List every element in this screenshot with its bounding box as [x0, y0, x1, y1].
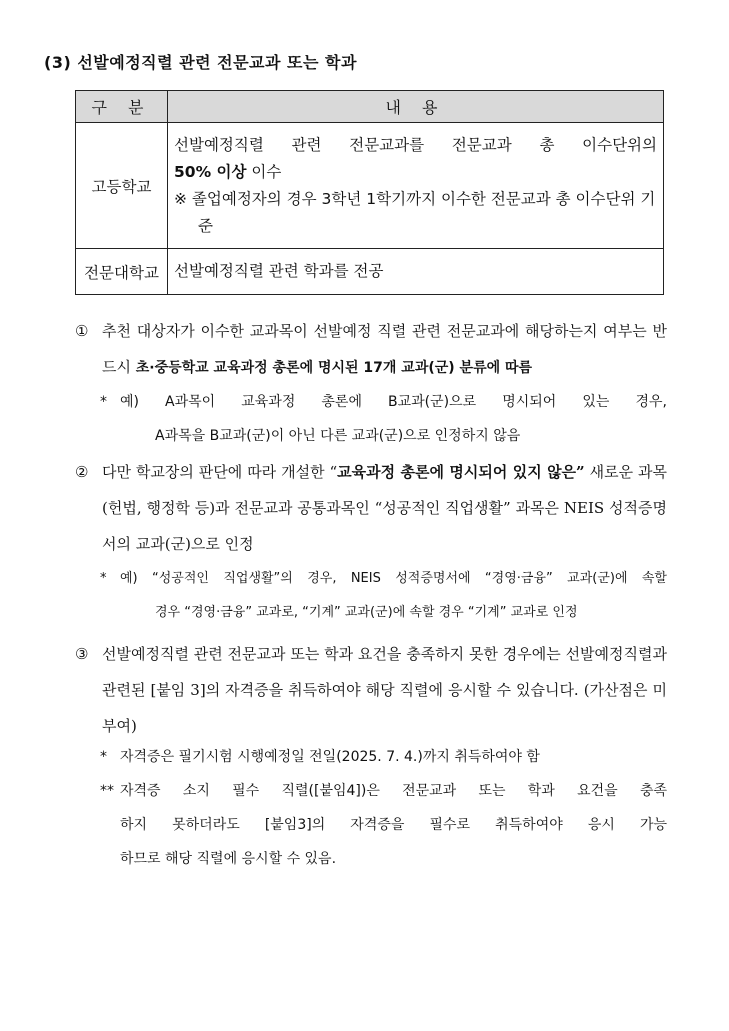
- item-3-note2-line3: 하므로 해당 직렬에 응시할 수 있음.: [120, 851, 337, 867]
- item-3-note-1: [100, 740, 667, 774]
- item-2-text-a: 다만 학교장의 판단에 따라 개설한 “: [102, 463, 338, 481]
- item-2-body: [102, 454, 667, 562]
- item-1-note-line2: A과목을 B교과(군)이 아닌 다른 교과(군)으로 인정하지 않음: [155, 428, 521, 444]
- requirements-table: [75, 90, 664, 295]
- item-1-text-bold: 초·중등학교 교육과정 총론에 명시된 17개 교과(군) 분류에 따름: [135, 360, 533, 376]
- row-content-college: 선발예정직렬 관련 학과를 전공: [168, 249, 664, 295]
- item-3-body: 선발예정직렬 관련 전문교과 또는 학과 요건을 충족하지 못한 경우에는 선발예정직렬과 관련된 [붙임 3]의 자격증을 취득하여야 해당 직렬에 응시할 수 있습니다. (가산점은 미부여): [102, 645, 667, 735]
- item-2-number: ②: [75, 463, 89, 481]
- row-category-college: 전문대학교: [76, 249, 168, 295]
- item-2-note-line2: 경우 “경영·금융” 교과로, “기계” 교과(군)에 속할 경우 “기계” 교과로 인정: [155, 605, 578, 620]
- highschool-line2-rest: 이수: [246, 162, 282, 181]
- table-row: [76, 123, 664, 249]
- item-3-number: ③: [75, 645, 89, 663]
- item-3-note2-line2: 하지 못하더라도 [붙임3]의 자격증을 필수로 취득하여야 응시 가능: [120, 817, 667, 833]
- highschool-note: ※ 졸업예정자의 경우 3학년 1학기까지 이수한 전문교과 총 이수단위 기준: [174, 189, 656, 235]
- list-item-1: [75, 313, 667, 386]
- item-2-text-b: 새로운 과목(헌법, 행정학 등)과 전문교과 공통과목인 “성공적인 직업생활” 과목은 NEIS 성적증명서의 교과(군)으로 인정: [102, 463, 667, 553]
- row-content-highschool: [168, 123, 664, 249]
- item-1-note-mark: *: [100, 394, 107, 410]
- table-header-category: 구 분: [76, 91, 168, 123]
- highschool-percent: 50% 이상: [174, 162, 247, 181]
- list-item-2: [75, 454, 667, 562]
- item-3-note2-line1: 자격증 소지 필수 직렬([붙임4])은 전문교과 또는 학과 요건을 충족: [120, 783, 667, 799]
- table-row: [76, 249, 664, 295]
- item-1-text: 추천 대상자가 이수한 교과목이 선발예정 직렬 관련 전문교과에 해당하는지 여부는 반드시: [102, 322, 667, 376]
- item-3-note-2: [100, 774, 667, 876]
- item-1-body: [102, 313, 667, 386]
- table-header-row: [76, 91, 664, 123]
- item-1-number: ①: [75, 322, 89, 340]
- item-3-note1-text: 자격증은 필기시험 시행예정일 전일(2025. 7. 4.)까지 취득하여야 함: [120, 749, 540, 765]
- item-2-note: [100, 562, 667, 630]
- item-1-note: [100, 385, 667, 453]
- item-3-note1-mark: *: [100, 749, 107, 765]
- table-header-content: 내 용: [168, 91, 664, 123]
- highschool-line1: 선발예정직렬 관련 전문교과를 전문교과 총 이수단위의: [174, 135, 657, 154]
- item-2-note-line1: 예) “성공적인 직업생활”의 경우, NEIS 성적증명서에 “경영·금융” 교과(군)에 속할: [120, 571, 667, 586]
- item-1-note-line1: 예) A과목이 교육과정 총론에 B교과(군)으로 명시되어 있는 경우,: [120, 394, 667, 410]
- row-category-highschool: 고등학교: [76, 123, 168, 249]
- item-2-note-mark: *: [100, 571, 107, 586]
- item-3-note2-mark: **: [100, 783, 114, 799]
- highschool-line2: [174, 159, 657, 186]
- list-item-3: [75, 636, 667, 744]
- item-2-text-bold: 교육과정 총론에 명시되어 있지 않은”: [337, 463, 585, 481]
- section-title: (3) 선발예정직렬 관련 전문교과 또는 학과: [44, 53, 357, 72]
